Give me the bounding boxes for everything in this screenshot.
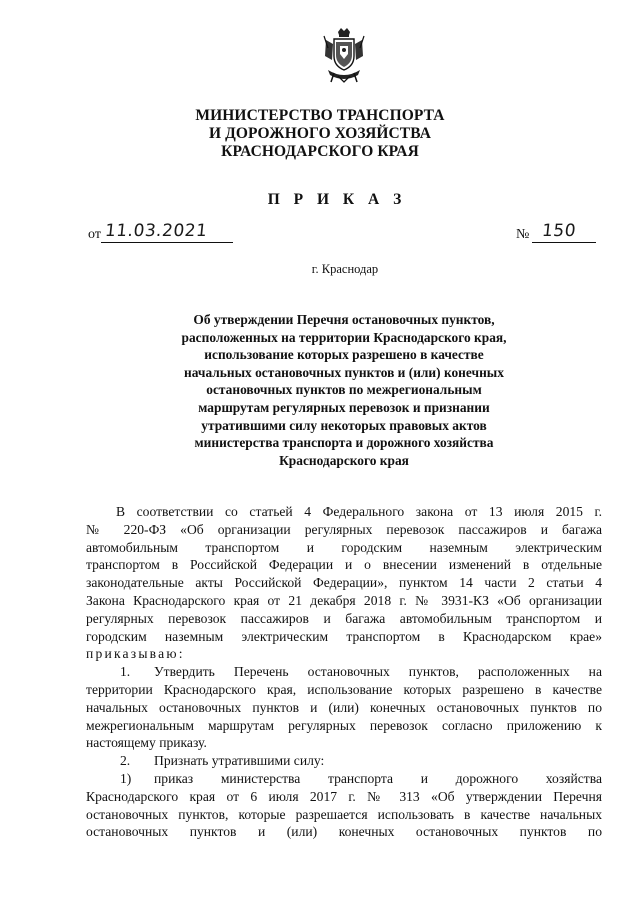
handwritten-number: 150 <box>541 221 578 241</box>
handwritten-date: 11.03.2021 <box>103 221 209 241</box>
preamble-line: Закона Краснодарского края от 21 декабря 2018 г. № 3931-КЗ «Об организации <box>86 592 602 608</box>
number-underline <box>532 221 596 243</box>
order-subject <box>0 311 640 469</box>
ministry-line: КРАСНОДАРСКОГО КРАЯ <box>221 143 419 160</box>
subitem-1-line: Краснодарского края от 6 июля 2017 г. № 313 «Об утверждении Перечня <box>86 788 602 804</box>
order-body <box>86 503 602 841</box>
document-type-title: П Р И К А З <box>267 191 407 208</box>
subject-line: использование которых разрешено в качестве <box>204 347 484 363</box>
subject-line: начальных остановочных пунктов и (или) конечных <box>184 364 504 380</box>
number-prefix: № <box>516 227 530 242</box>
item-1-number: 1. <box>120 664 131 680</box>
subject-line: Краснодарского края <box>279 452 409 468</box>
krasnodar-coat-of-arms-icon <box>322 26 366 84</box>
subject-line: утратившими силу некоторых правовых актов <box>201 417 487 433</box>
subject-line: остановочных пунктов по межрегиональным <box>206 382 482 398</box>
ministry-name <box>0 107 640 161</box>
subitem-1-text: приказ министерства транспорта и дорожного хозяйства <box>154 770 602 786</box>
number-field <box>516 221 596 243</box>
preamble-line: законодательные акты Российской Федерации», пунктом 14 части 2 статьи 4 <box>86 575 602 591</box>
preamble-line: № 220-ФЗ «Об организации регулярных перевозок пассажиров и багажа <box>86 521 602 537</box>
subject-line: министерства транспорта и дорожного хозяйства <box>194 435 494 451</box>
city-line: г. Краснодар <box>311 262 379 276</box>
ministry-line: МИНИСТЕРСТВО ТРАНСПОРТА <box>195 107 445 124</box>
subitem-1-line: остановочных пунктов и (или) конечных остановочных пунктов по <box>86 824 602 840</box>
item-2-line <box>86 752 602 770</box>
item-1-text: Утвердить Перечень остановочных пунктов, расположенных на <box>154 664 602 680</box>
item-2-text: Признать утратившими силу: <box>154 753 325 769</box>
subject-line: маршрутам регулярных перевозок и признании <box>198 399 490 415</box>
preamble-line: автомобильным транспортом и городским наземным электрическим <box>86 539 602 555</box>
item-1-line: настоящему приказу. <box>86 735 207 751</box>
item-1-line: межрегиональным маршрутам регулярных перевозок согласно приложению к <box>86 717 602 733</box>
date-underline <box>101 221 233 243</box>
date-field <box>88 221 233 243</box>
ministry-line: И ДОРОЖНОГО ХОЗЯЙСТВА <box>208 125 432 142</box>
preamble-line: В соответствии со статьей 4 Федерального закона от 13 июля 2015 г. <box>116 504 602 519</box>
preamble-line: транспортом в Российской Федерации и о внесении изменений в отдельные <box>86 557 602 573</box>
date-prefix: от <box>88 227 101 242</box>
subitem-1-first-line <box>86 770 602 788</box>
subitem-1-line: остановочных пунктов, которые разрешается использовать в качестве начальных <box>86 806 602 822</box>
preamble-line: регулярных перевозок пассажиров и багажа автомобильным транспортом и <box>86 610 602 626</box>
item-1-line: территории Краснодарского края, использование которых разрешено в качестве <box>86 681 602 697</box>
subject-line: Об утверждении Перечня остановочных пунктов, <box>193 312 495 327</box>
subject-line: расположенных на территории Краснодарского края, <box>181 329 507 345</box>
order-word: приказываю: <box>86 646 185 662</box>
item-1-first-line <box>86 663 602 681</box>
subitem-1-number: 1) <box>120 770 132 786</box>
preamble-line: городским наземным электрическим транспортом в Краснодарском крае» <box>86 628 602 644</box>
item-1-line: начальных остановочных пунктов и (или) конечных остановочных пунктов по <box>86 699 602 715</box>
item-2-number: 2. <box>120 753 131 769</box>
